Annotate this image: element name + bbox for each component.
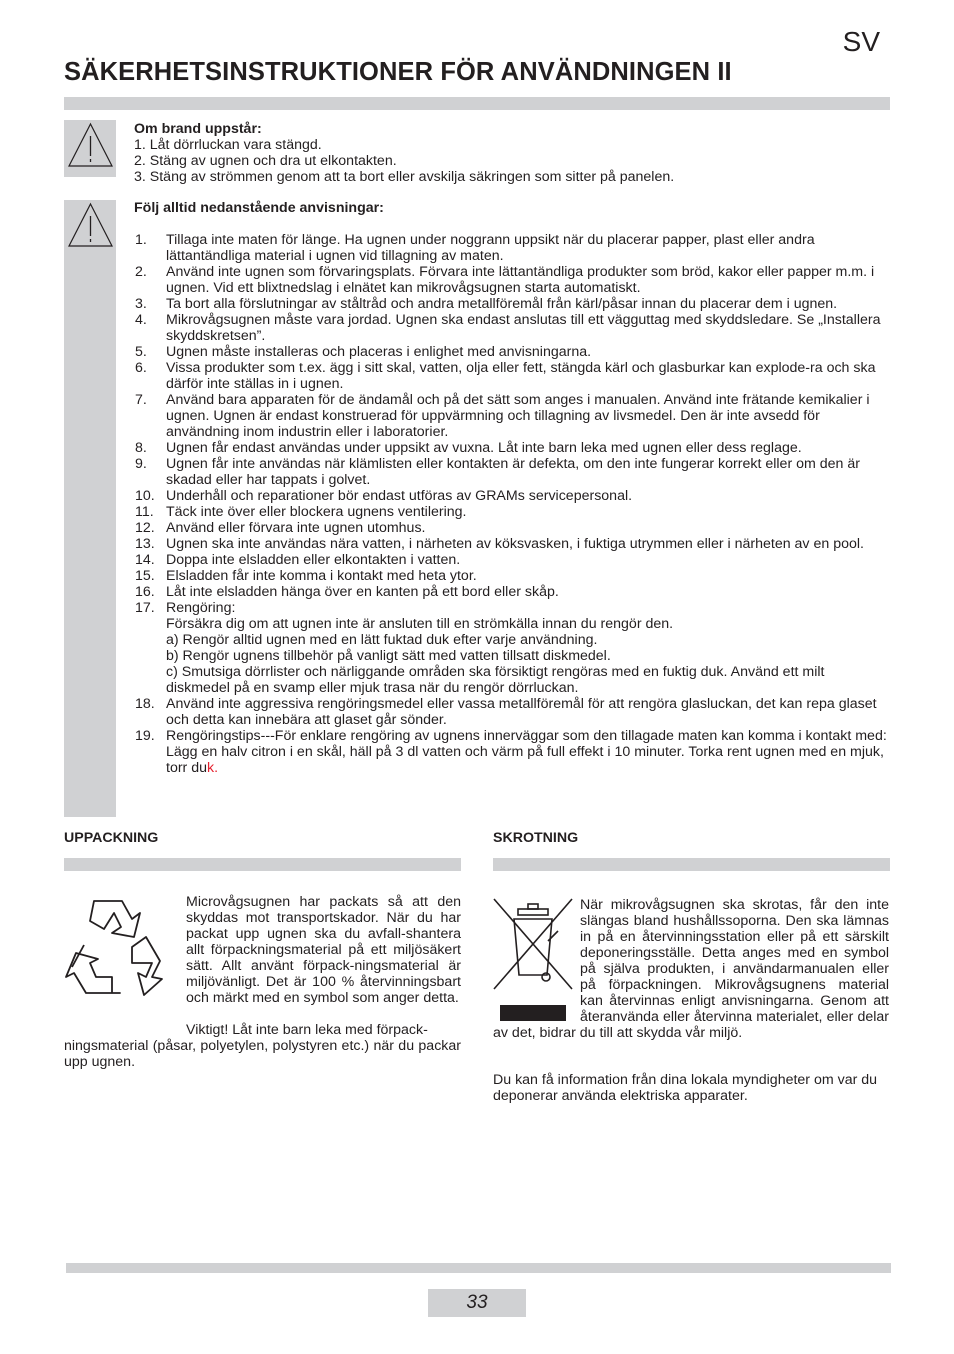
title-divider bbox=[64, 97, 890, 110]
list-item: 8. Ugnen får endast användas under uppsikt av vuxna. Låt inte barn leka med ugnen eller dess reglage. bbox=[135, 440, 802, 456]
list-item: 3. Ta bort alla förslutningar av ståltråd och andra metallföremål från kärl/påsar innan du placerar dem i ugnen. bbox=[135, 296, 838, 312]
cleaning-line: c) Smutsiga dörrlister och närliggande områden ska försiktigt rengöras med en fuktig duk. Använd ett milt diskmedel på en svamp eller mjuk trasa när du rengör dörrluckan. bbox=[166, 664, 825, 696]
list-item: 5. Ugnen måste installeras och placeras i enlighet med anvisningarna. bbox=[135, 344, 592, 360]
disposal-text-block bbox=[493, 897, 889, 1041]
warning-sidebar-instructions bbox=[64, 200, 116, 817]
fire-step: 1. Låt dörrluckan vara stängd. bbox=[134, 137, 322, 153]
list-item: 16. Låt inte elsladden hänga över en kanten på ett bord eller skåp. bbox=[135, 584, 559, 600]
unpacking-heading: UPPACKNING bbox=[64, 830, 159, 846]
list-item: 14. Doppa inte elsladden eller elkontakten i vatten. bbox=[135, 552, 461, 568]
unpacking-warning-line: Viktigt! Låt inte barn leka med förpack- bbox=[186, 1022, 428, 1038]
warning-triangle-icon bbox=[67, 122, 114, 168]
list-item: 17. Rengöring: Försäkra dig om att ugnen inte är ansluten till en strömkälla innan du rengör den. a) Rengör alltid ugnen med en lätt fuktad duk efter varje användning. b) Rengör ugnens tillbehör på vanligt sätt med vatten tillsatt diskmedel. c) Smutsiga dörrlister och närliggande områden ska försiktigt rengöras med en fuktig duk. Använd ett milt diskmedel på en svamp eller mjuk trasa när du rengör dörrluckan. bbox=[134, 600, 891, 696]
fire-instructions bbox=[134, 121, 894, 185]
list-item: 13. Ugnen ska inte användas nära vatten, i närheten av köksvasken, i fuktiga utrymmen eller i närheten av en pool. bbox=[135, 536, 864, 552]
page-number: 33 bbox=[428, 1289, 526, 1317]
list-item: 18. Använd inte aggressiva rengöringsmedel eller vassa metallföremål för att rengöra glasluckan, det kan repa glaset och detta kan innebära att glaset går sönder. bbox=[135, 696, 877, 728]
list-item: 19. Rengöringstips---För enklare rengöring av ugnens innerväggar som den tillagade maten kan komma i kontakt med: Lägg en halv citron i en skål, häll på 3 dl vatten och värm på full effekt i 10 minuter. Torka rent ugnen med en mjuk, torr duk. bbox=[135, 728, 887, 776]
unpacking-text: Microvågsugnen har packats så att den skyddas mot transportskador. När du har packat upp ugnen ska du avfall-shantera allt förpackningsmaterial på ett miljösäkert sätt. Allt använt förpack-ningsmaterial är miljövänligt. Det är 100 % återvinningsbart och märkt med en symbol som anger detta. bbox=[186, 894, 461, 1006]
cleaning-line: b) Rengör ugnens tillbehör på vanligt sätt med vatten tillsatt diskmedel. bbox=[166, 648, 611, 664]
list-item: 12. Använd eller förvara inte ugnen utomhus. bbox=[135, 520, 426, 536]
disposal-info: Du kan få information från dina lokala myndigheter om var du deponerar använda elektriska apparater. bbox=[493, 1072, 878, 1104]
fire-heading: Om brand uppstår: bbox=[134, 121, 262, 137]
warning-triangle-icon bbox=[67, 202, 114, 248]
cleaning-line: a) Rengör alltid ugnen med en lätt fuktad duk efter varje användning. bbox=[166, 632, 598, 648]
fire-step: 3. Stäng av strömmen genom att ta bort eller avskilja säkringen som sitter på panelen. bbox=[134, 169, 675, 185]
disposal-heading: SKROTNING bbox=[493, 830, 579, 846]
language-code: SV bbox=[842, 26, 880, 57]
disposal-text: När mikrovågsugnen ska skrotas, får den inte slängas bland hushållssoporna. Den ska lämnas in på en återvinningsstation eller på ett särskilt deponeringsställe. Detta anges med en symbol på själva produkten, i användarmanualen eller på förpackningen. Mikrovågsugnens material kan återvinnas enligt anvisningarna. Genom att återanvända eller återvinna materialet, eller delar av det, bidrar du till att skydda vår miljö. bbox=[493, 897, 889, 1041]
list-item: 11. Täck inte över eller blockera ugnens ventilering. bbox=[135, 504, 467, 520]
list-item: 15. Elsladden får inte komma i kontakt med heta ytor. bbox=[135, 568, 477, 584]
footer-divider bbox=[66, 1263, 891, 1273]
instructions-list bbox=[134, 232, 891, 776]
list-item: 10. Underhåll och reparationer bör endast utföras av GRAMs servicepersonal. bbox=[135, 488, 633, 504]
recycle-icon bbox=[64, 893, 176, 1001]
list-item: 9. Ugnen får inte användas när klämlisten eller kontakten är defekta, om den inte fungerar korrekt eller om den är skadad eller har tappats i golvet. bbox=[135, 456, 860, 488]
list-item: 6. Vissa produkter som t.ex. ägg i sitt skal, vatten, olja eller fett, stängda kärl och glasburkar kan explode-ra och ska därför inte ställas in i ugnen. bbox=[135, 360, 876, 392]
list-item: 1. Tillaga inte maten för länge. Ha ugnen under noggrann uppsikt när du placerar papper, plast eller andra lättantändliga material i ugnen vid tillagning av maten. bbox=[135, 232, 815, 264]
fire-step: 2. Stäng av ugnen och dra ut elkontakten. bbox=[134, 153, 397, 169]
instructions-heading: Följ alltid nedanstående anvisningar: bbox=[134, 200, 384, 216]
cleaning-line: Försäkra dig om att ugnen inte är ansluten till en strömkälla innan du rengör den. bbox=[166, 616, 674, 632]
disposal-divider bbox=[493, 858, 890, 871]
list-item: 7. Använd bara apparaten för de ändamål och på det sätt som anges i manualen. Använd inte frätande kemikalier i ugnen. Ugnen är endast konstruerad för uppvärmning och tillagning av livsmedel. Den är inte avsedd för användning inom industrin eller i laboratorier. bbox=[135, 392, 870, 440]
unpacking-divider bbox=[64, 858, 461, 871]
unpacking-warning-rest: ningsmaterial (påsar, polyetylen, polystyren etc.) när du packar upp ugnen. bbox=[64, 1038, 461, 1070]
page-title: SÄKERHETSINSTRUKTIONER FÖR ANVÄNDNINGEN II bbox=[64, 58, 732, 86]
list-item: 2. Använd inte ugnen som förvaringsplats. Förvara inte lättantändliga produkter som bröd, kakor eller papper m.m. i ugnen. Vid ett blixtnedslag i elnätet kan mikrovågsugnen starta automatiskt. bbox=[135, 264, 875, 296]
list-item: 4. Mikrovågsugnen måste vara jordad. Ugnen ska endast anslutas till ett vägguttag med skyddsledare. Se „Installera skyddskretsen”. bbox=[135, 312, 881, 344]
